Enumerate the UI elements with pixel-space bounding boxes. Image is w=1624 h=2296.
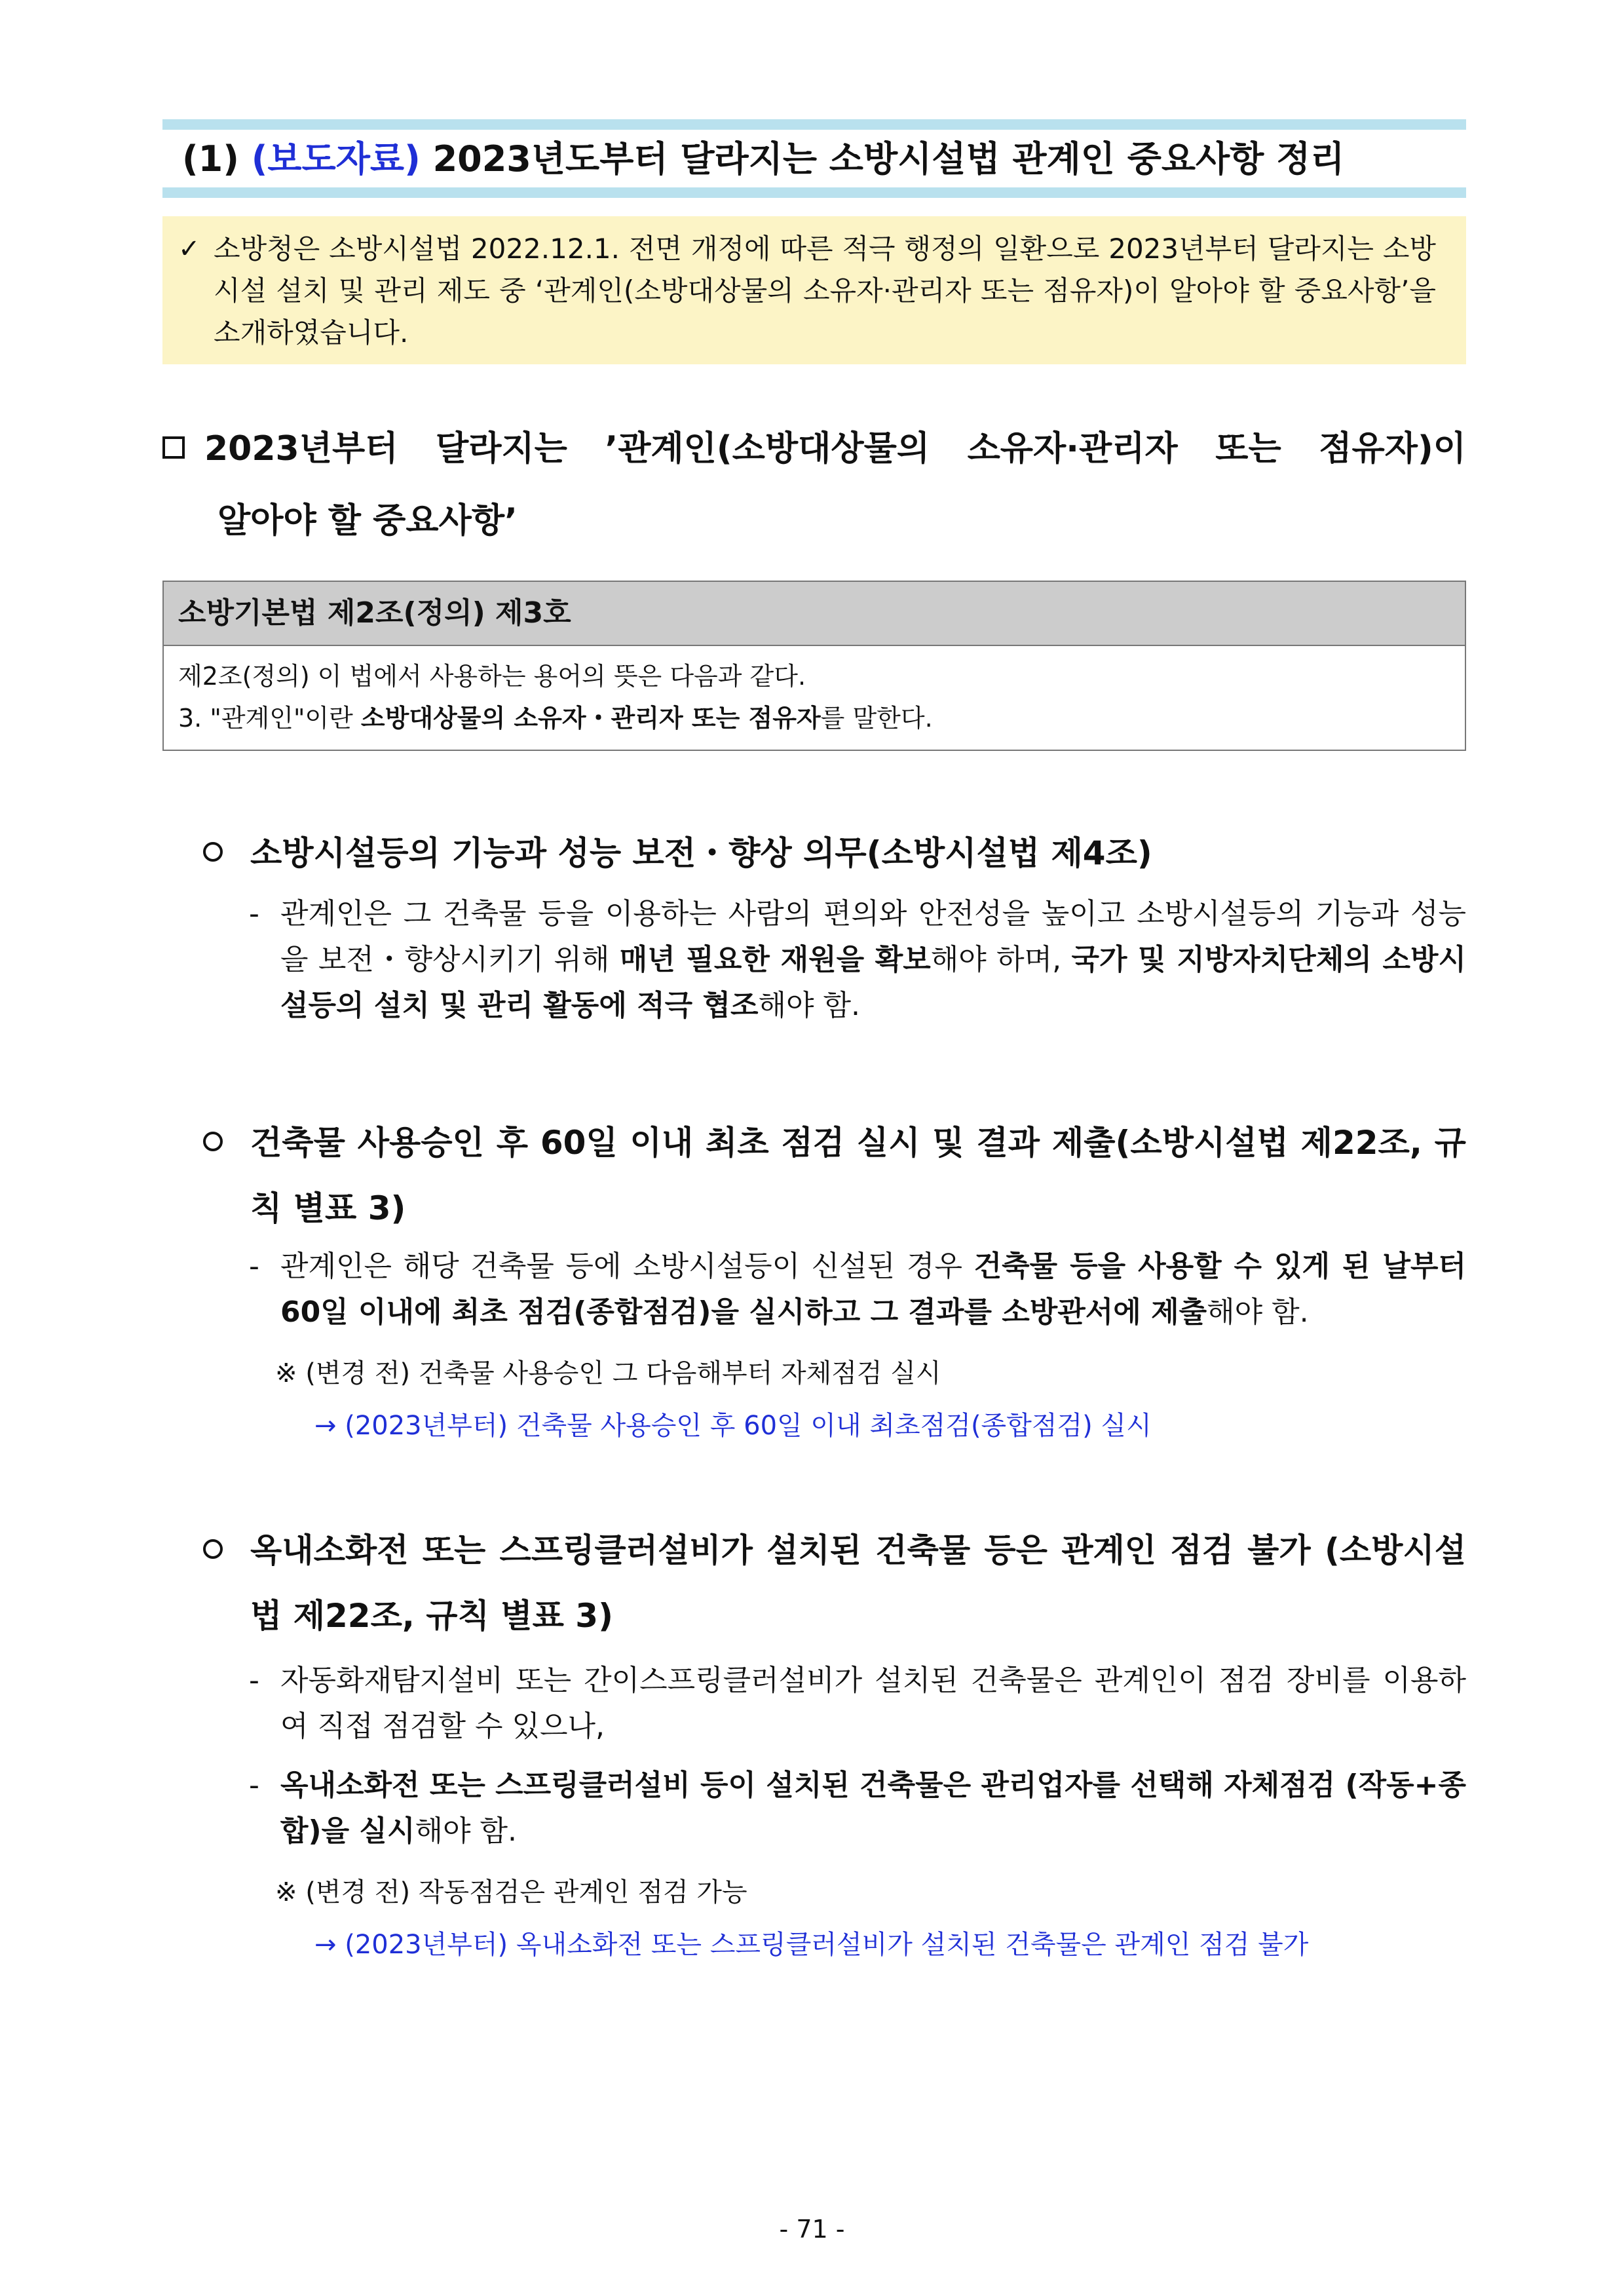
- text-run: 해야 함.: [1207, 1295, 1309, 1329]
- text-run: 해야 하며,: [930, 943, 1072, 976]
- dash-bullet: -: [249, 1250, 259, 1283]
- law-line-suffix: 를 말한다.: [820, 704, 933, 733]
- title-bar-bottom: [162, 187, 1466, 198]
- change-arrow-note: → (2023년부터) 옥내소화전 또는 스프링클러설비가 설치된 건축물은 관계인 점검 불가: [314, 1930, 1309, 1960]
- check-icon: ✓: [178, 234, 200, 264]
- item-heading-text: 옥내소화전 또는 스프링클러설비가 설치된 건축물 등은 관계인 점검 불가 (소방시설법 제22조, 규칙 별표 3): [250, 1531, 1466, 1635]
- title-bar-top: [162, 119, 1466, 130]
- section-word: 소유자·관리자: [967, 429, 1178, 469]
- change-note: ※ (변경 전) 작동점검은 관계인 점검 가능: [275, 1877, 747, 1907]
- law-table-header: 소방기본법 제2조(정의) 제3호: [164, 582, 1465, 646]
- item-heading: [203, 820, 1466, 886]
- change-note: ※ (변경 전) 건축물 사용승인 그 다음해부터 자체점검 실시: [275, 1358, 941, 1388]
- square-bullet-icon: [162, 436, 185, 459]
- bold-run: 매년 필요한 재원을 확보: [619, 943, 931, 976]
- law-table-body: [164, 646, 1465, 750]
- dash-bullet: -: [249, 1664, 259, 1697]
- law-line: [178, 697, 1450, 739]
- text-run: 해야 함.: [758, 989, 860, 1022]
- item-heading-text: 소방시설등의 기능과 성능 보전・향상 의무(소방시설법 제4조): [250, 834, 1152, 872]
- item-paragraph: [249, 1658, 1466, 1750]
- change-arrow-note: → (2023년부터) 건축물 사용승인 후 60일 이내 최초점검(종합점검) 실시: [314, 1411, 1152, 1441]
- item-paragraph-body: [249, 1244, 1466, 1335]
- page-title: [182, 134, 1460, 185]
- summary-text: 소방청은 소방시설법 2022.12.1. 전면 개정에 따른 적극 행정의 일환으로 2023년부터 달라지는 소방시설 설치 및 관리 제도 중 ‘관계인(소방대상물의 소유자·관리자 또는 점유자)이 알아야 할 중요사항’을 소개하였습니다.: [214, 233, 1436, 349]
- item-paragraph: [249, 1244, 1466, 1335]
- dash-bullet: -: [249, 1769, 259, 1802]
- title-text: 2023년도부터 달라지는 소방시설법 관계인 중요사항 정리: [432, 138, 1345, 180]
- dash-bullet: -: [249, 897, 259, 930]
- item-heading-text: 건축물 사용승인 후 60일 이내 최초 점검 실시 및 결과 제출(소방시설법 제22조, 규칙 별표 3): [250, 1124, 1466, 1227]
- item-paragraph: [249, 891, 1466, 1029]
- section-heading: [162, 413, 1466, 557]
- law-line-prefix: 3. "관계인"이란: [178, 704, 361, 733]
- text-run: 해야 함.: [415, 1814, 517, 1848]
- item-heading: [203, 1110, 1466, 1241]
- page-number: - 71 -: [779, 2215, 845, 2244]
- text-run: 관계인은 그 건축물 등을 이용하는 사람의 편의와 안전성을 높이고 소방시설등의 기능과 성능을 보전・향상시키기 위해: [280, 897, 1466, 976]
- item-paragraph: [249, 1763, 1466, 1854]
- circle-bullet-icon: [203, 1539, 223, 1559]
- circle-bullet-icon: [203, 1132, 223, 1151]
- item-heading: [203, 1518, 1466, 1649]
- item-paragraph-body: [249, 891, 1466, 1029]
- section-word: ’관계인(소방대상물의: [605, 429, 930, 469]
- law-line-bold: 소방대상물의 소유자・관리자 또는 점유자: [360, 704, 821, 733]
- item-paragraph-body: 자동화재탐지설비 또는 간이스프링클러설비가 설치된 건축물은 관계인이 점검 장비를 이용하여 직접 점검할 수 있으나,: [280, 1664, 1466, 1743]
- title-tag: (보도자료): [251, 138, 421, 180]
- law-line: 제2조(정의) 이 법에서 사용하는 용어의 뜻은 다음과 같다.: [178, 662, 806, 691]
- section-heading-line2: 알아야 할 중요사항’: [217, 501, 518, 541]
- circle-bullet-icon: [203, 842, 223, 862]
- section-word: 달라지는: [435, 429, 567, 469]
- item-paragraph-body: [249, 1763, 1466, 1854]
- summary-box: [162, 216, 1466, 364]
- section-word: 점유자)이: [1319, 429, 1466, 469]
- bold-run: 건축물 등을 사용할 수 있게 된 날부터 60일 이내에 최초 점검(종합점검)을 실시하고 그 결과를 소방관서에 제출: [280, 1250, 1466, 1329]
- bold-run: 국가 및 지방자치단체의 소방시설등의 설치 및 관리 활동에 적극 협조: [280, 943, 1466, 1022]
- law-table: [162, 581, 1466, 751]
- section-word: 또는: [1215, 429, 1281, 469]
- section-word: 2023년부터: [204, 429, 398, 469]
- bold-run: 옥내소화전 또는 스프링클러설비 등이 설치된 건축물은 관리업자를 선택해 자체점검 (작동+종합)을 실시: [280, 1769, 1466, 1848]
- text-run: 관계인은 해당 건축물 등에 소방시설등이 신설된 경우: [280, 1250, 974, 1283]
- title-number: (1): [182, 138, 239, 180]
